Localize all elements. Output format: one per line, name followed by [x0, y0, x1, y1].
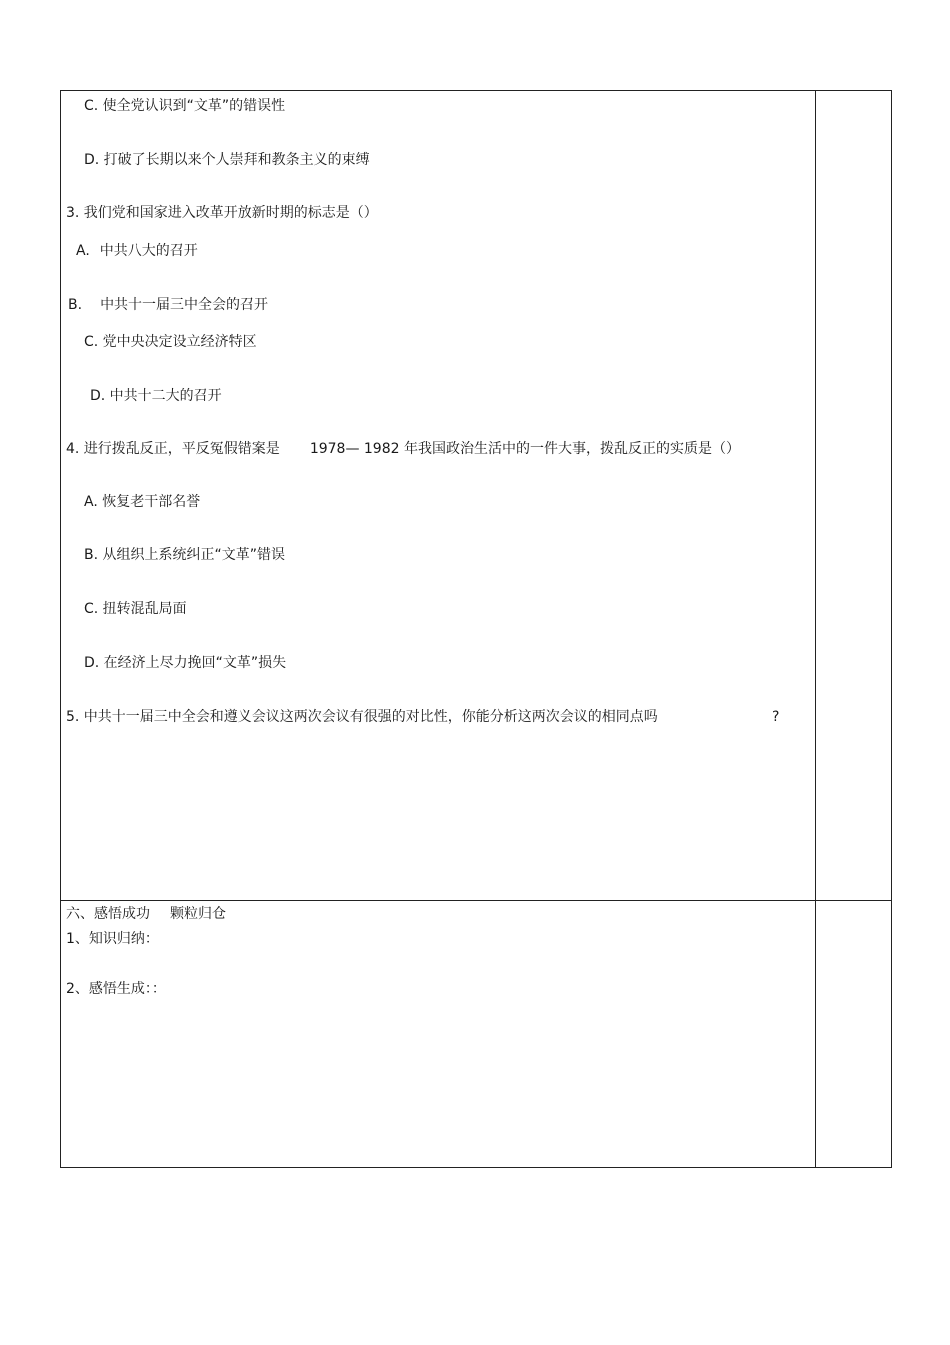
section6-item-reflection: 2、感悟生成：：	[66, 981, 166, 997]
q4-option-a: A. 恢复老干部名誉	[84, 494, 201, 510]
column-divider	[815, 90, 816, 901]
q4-question-part2: 1978— 1982 年我国政治生活中的一件大事，拨乱反正的实质是（）	[309, 441, 740, 457]
q3-option-c: C. 党中央决定设立经济特区	[84, 334, 257, 350]
section6-title-part1: 六、感悟成功	[66, 906, 150, 922]
q4-question-part1: 4. 进行拨乱反正，平反冤假错案是	[66, 441, 280, 457]
q4-option-c: C. 扭转混乱局面	[84, 601, 187, 617]
q4-question	[66, 440, 740, 458]
q3-option-a	[76, 242, 198, 260]
section6-item-knowledge: 1、知识归纳：	[66, 931, 159, 947]
section6-title	[66, 905, 226, 923]
q4-option-d: D. 在经济上尽力挽回“文革”损失	[84, 655, 287, 671]
q5-question-mark: ?	[772, 709, 780, 725]
section6-title-part2: 颗粒归仓	[170, 906, 226, 922]
q3-option-b	[68, 296, 268, 314]
q3-option-d: D. 中共十二大的召开	[90, 388, 222, 404]
q3-option-a-text: 中共八大的召开	[99, 243, 198, 259]
q2-option-c: C. 使全党认识到“文革”的错误性	[84, 98, 286, 114]
q3-option-b-text: 中共十一届三中全会的召开	[100, 297, 269, 313]
q5-question: 5. 中共十一届三中全会和遵义会议这两次会议有很强的对比性，你能分析这两次会议的相同点吗	[66, 709, 658, 725]
q3-option-b-letter: B.	[68, 297, 83, 313]
q3-option-a-letter: A.	[76, 243, 90, 259]
q4-option-b: B. 从组织上系统纠正“文革”错误	[84, 547, 286, 563]
table-row-summary	[60, 900, 892, 1168]
q3-question: 3. 我们党和国家进入改革开放新时期的标志是（）	[66, 205, 378, 221]
q2-option-d: D. 打破了长期以来个人崇拜和教条主义的束缚	[84, 152, 370, 168]
column-divider	[815, 900, 816, 1168]
